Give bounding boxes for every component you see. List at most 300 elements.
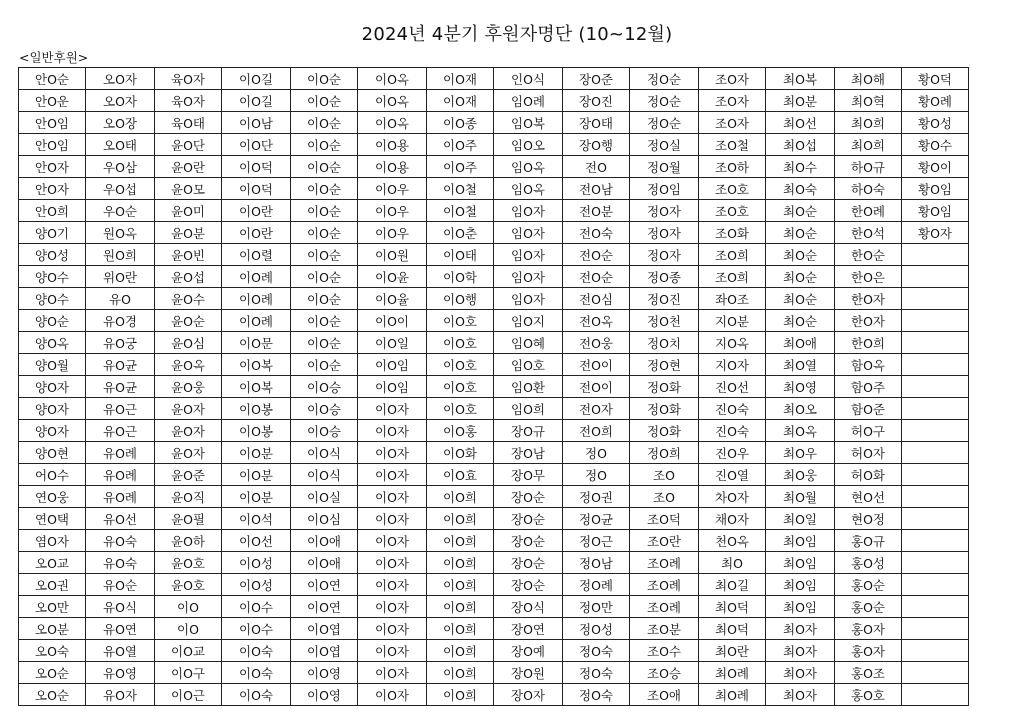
- donor-name-cell: 전O자: [563, 398, 630, 420]
- donor-name-cell: 양O수: [19, 266, 86, 288]
- donor-name-cell: 최O웅: [766, 464, 835, 486]
- donor-name-cell: 이O봉: [222, 398, 291, 420]
- donor-name-cell: 장O순: [494, 486, 563, 508]
- donor-name-cell: 최O덕: [699, 618, 766, 640]
- donor-name-cell: 양O현: [19, 442, 86, 464]
- donor-name-cell: 이O옥: [358, 112, 427, 134]
- donor-name-cell: 이O영: [291, 684, 358, 706]
- donor-name-cell: 홍O순: [835, 574, 902, 596]
- donor-name-cell: [902, 530, 969, 552]
- donor-name-cell: 임O오: [494, 134, 563, 156]
- donor-name-cell: 최O순: [766, 266, 835, 288]
- donor-name-cell: 오O권: [19, 574, 86, 596]
- donor-name-cell: 이O희: [427, 552, 494, 574]
- donor-name-cell: 진O선: [699, 376, 766, 398]
- donor-name-cell: 차O자: [699, 486, 766, 508]
- donor-name-cell: 최O자: [766, 618, 835, 640]
- donor-name-cell: [902, 442, 969, 464]
- table-row: [19, 640, 969, 662]
- donor-name-cell: 이O재: [427, 68, 494, 90]
- donor-name-cell: 윤O수: [155, 288, 222, 310]
- donor-name-cell: 최O희: [835, 112, 902, 134]
- donor-name-cell: 양O순: [19, 310, 86, 332]
- donor-name-cell: 유O숙: [86, 530, 155, 552]
- donor-name-cell: 이O희: [427, 662, 494, 684]
- donor-name-cell: 안O임: [19, 134, 86, 156]
- donor-name-cell: 이O애: [291, 530, 358, 552]
- donor-name-cell: 진O열: [699, 464, 766, 486]
- donor-name-cell: 오O태: [86, 134, 155, 156]
- donor-name-cell: 최O우: [766, 442, 835, 464]
- donor-name-cell: 정O임: [630, 178, 699, 200]
- donor-name-cell: 이O자: [358, 420, 427, 442]
- donor-name-cell: 임O자: [494, 288, 563, 310]
- donor-name-cell: 장O행: [563, 134, 630, 156]
- donor-name-cell: 이O근: [155, 684, 222, 706]
- donor-name-cell: 이O순: [291, 68, 358, 90]
- donor-name-cell: 최O희: [835, 134, 902, 156]
- donor-name-cell: 장O식: [494, 596, 563, 618]
- donor-name-cell: 이O자: [358, 684, 427, 706]
- donor-name-cell: 조O승: [630, 662, 699, 684]
- table-row: [19, 596, 969, 618]
- donor-name-cell: 정O순: [630, 112, 699, 134]
- donor-name-cell: 최O일: [766, 508, 835, 530]
- donor-name-cell: 이O연: [291, 574, 358, 596]
- donor-name-cell: 전O심: [563, 288, 630, 310]
- donor-name-cell: 윤O필: [155, 508, 222, 530]
- donor-name-cell: [902, 310, 969, 332]
- donor-name-cell: 조O: [630, 464, 699, 486]
- donor-name-cell: 조O화: [699, 222, 766, 244]
- donor-name-cell: 장O순: [494, 574, 563, 596]
- table-row: [19, 156, 969, 178]
- donor-name-cell: 임O혜: [494, 332, 563, 354]
- donor-name-cell: 장O순: [494, 552, 563, 574]
- donor-name-cell: 이O순: [291, 288, 358, 310]
- donor-name-cell: 최O순: [766, 200, 835, 222]
- donor-name-cell: 정O실: [630, 134, 699, 156]
- donor-name-cell: 조O수: [630, 640, 699, 662]
- donor-name-cell: 이O분: [222, 464, 291, 486]
- donor-name-cell: 정O: [563, 442, 630, 464]
- donor-name-cell: 이O: [155, 618, 222, 640]
- donor-name-cell: 이O숙: [222, 640, 291, 662]
- donor-name-cell: 장O예: [494, 640, 563, 662]
- donor-name-cell: 최O옥: [766, 420, 835, 442]
- donor-name-cell: 이O덕: [222, 156, 291, 178]
- donor-name-cell: 윤O웅: [155, 376, 222, 398]
- donor-name-cell: 조O애: [630, 684, 699, 706]
- donor-name-cell: 양O자: [19, 398, 86, 420]
- donor-name-cell: 오O교: [19, 552, 86, 574]
- donor-name-cell: 안O순: [19, 68, 86, 90]
- donor-name-cell: 우O섭: [86, 178, 155, 200]
- donor-name-cell: 이O수: [222, 618, 291, 640]
- donor-name-cell: 장O순: [494, 530, 563, 552]
- donor-name-cell: 황O이: [902, 156, 969, 178]
- donor-name-cell: 이O용: [358, 156, 427, 178]
- donor-name-cell: 이O율: [358, 288, 427, 310]
- donor-name-cell: 최O수: [766, 156, 835, 178]
- donor-name-cell: 한O자: [835, 310, 902, 332]
- donor-name-cell: 윤O준: [155, 464, 222, 486]
- donor-name-cell: 황O임: [902, 178, 969, 200]
- donor-name-cell: 전O희: [563, 420, 630, 442]
- donor-name-cell: 양O기: [19, 222, 86, 244]
- donor-name-cell: 이O자: [358, 398, 427, 420]
- donor-name-cell: 임O례: [494, 90, 563, 112]
- donor-name-cell: 이O식: [291, 442, 358, 464]
- donor-name-cell: [902, 464, 969, 486]
- donor-name-cell: 원O희: [86, 244, 155, 266]
- table-row: [19, 618, 969, 640]
- donor-name-cell: 정O순: [630, 68, 699, 90]
- table-row: [19, 574, 969, 596]
- donor-name-cell: 최O해: [835, 68, 902, 90]
- donor-name-cell: 유O식: [86, 596, 155, 618]
- donor-name-cell: 홍O자: [835, 640, 902, 662]
- donor-name-cell: 전O: [563, 156, 630, 178]
- donor-name-cell: 황O례: [902, 90, 969, 112]
- donor-name-cell: 한O은: [835, 266, 902, 288]
- donor-name-cell: 임O희: [494, 398, 563, 420]
- donor-name-cell: 정O숙: [563, 640, 630, 662]
- donor-name-cell: 함O준: [835, 398, 902, 420]
- table-row: [19, 442, 969, 464]
- donor-name-cell: 허O화: [835, 464, 902, 486]
- donor-name-cell: 이O순: [291, 112, 358, 134]
- donor-name-cell: 유O연: [86, 618, 155, 640]
- donor-name-cell: 천O옥: [699, 530, 766, 552]
- donor-name-cell: 이O수: [222, 596, 291, 618]
- donor-name-cell: 이O분: [222, 442, 291, 464]
- donor-name-cell: 이O례: [222, 266, 291, 288]
- donor-name-cell: 조O례: [630, 552, 699, 574]
- table-row: [19, 310, 969, 332]
- donor-name-cell: 유O례: [86, 464, 155, 486]
- donor-name-cell: 유O경: [86, 310, 155, 332]
- donor-name-cell: 이O희: [427, 684, 494, 706]
- donor-name-cell: 정O화: [630, 398, 699, 420]
- donor-name-cell: 홍O조: [835, 662, 902, 684]
- donor-name-cell: 정O례: [563, 574, 630, 596]
- table-row: [19, 530, 969, 552]
- donor-name-cell: 진O숙: [699, 398, 766, 420]
- donor-name-cell: 이O희: [427, 508, 494, 530]
- donor-name-cell: 허O구: [835, 420, 902, 442]
- table-row: [19, 222, 969, 244]
- donor-name-cell: 이O영: [291, 662, 358, 684]
- donor-name-cell: 조O란: [630, 530, 699, 552]
- donor-name-cell: 이O순: [291, 178, 358, 200]
- table-row: [19, 552, 969, 574]
- donor-name-cell: 양O자: [19, 376, 86, 398]
- donor-name-cell: 이O숙: [222, 684, 291, 706]
- donor-name-cell: 안O임: [19, 112, 86, 134]
- donor-name-cell: [902, 376, 969, 398]
- donor-name-cell: 홍O순: [835, 596, 902, 618]
- donor-name-cell: [902, 420, 969, 442]
- donor-name-cell: 임O옥: [494, 178, 563, 200]
- donor-name-cell: 이O윤: [358, 266, 427, 288]
- page-title: 2024년 4분기 후원자명단 (10~12월): [361, 24, 673, 45]
- donor-name-cell: [902, 288, 969, 310]
- donor-name-cell: 이O행: [427, 288, 494, 310]
- donor-name-cell: [902, 266, 969, 288]
- donor-name-cell: 임O자: [494, 222, 563, 244]
- donor-name-cell: 정O화: [630, 420, 699, 442]
- donor-name-cell: 이O호: [427, 354, 494, 376]
- donor-name-cell: 윤O호: [155, 574, 222, 596]
- donor-name-cell: 이O재: [427, 90, 494, 112]
- donor-name-cell: 이O엽: [291, 640, 358, 662]
- donor-name-cell: 유O근: [86, 420, 155, 442]
- donor-name-cell: 이O순: [291, 90, 358, 112]
- donor-name-cell: 이O자: [358, 662, 427, 684]
- donor-name-cell: 이O순: [291, 332, 358, 354]
- donor-name-cell: 최O오: [766, 398, 835, 420]
- donor-name-cell: 전O숙: [563, 222, 630, 244]
- donor-name-cell: 이O분: [222, 486, 291, 508]
- donor-name-cell: 이O: [155, 596, 222, 618]
- donor-name-cell: 황O자: [902, 222, 969, 244]
- donor-name-cell: 이O복: [222, 354, 291, 376]
- donor-name-cell: 최O순: [766, 288, 835, 310]
- donor-name-cell: 임O복: [494, 112, 563, 134]
- donor-name-cell: 조O하: [699, 156, 766, 178]
- donor-name-cell: 이O란: [222, 222, 291, 244]
- donor-name-cell: 최O애: [766, 332, 835, 354]
- donor-name-cell: [902, 574, 969, 596]
- donor-name-cell: 이O주: [427, 134, 494, 156]
- donor-name-cell: 정O월: [630, 156, 699, 178]
- donor-name-cell: 이O학: [427, 266, 494, 288]
- donor-name-cell: 이O호: [427, 376, 494, 398]
- donor-name-cell: [902, 618, 969, 640]
- donor-name-cell: 어O수: [19, 464, 86, 486]
- donor-name-cell: 이O일: [358, 332, 427, 354]
- donor-name-cell: 장O원: [494, 662, 563, 684]
- donor-name-cell: 조O희: [699, 244, 766, 266]
- table-row: [19, 420, 969, 442]
- donor-name-cell: 조O자: [699, 90, 766, 112]
- donor-name-cell: 조O례: [630, 596, 699, 618]
- donor-name-cell: [902, 552, 969, 574]
- donor-name-cell: 이O희: [427, 574, 494, 596]
- donor-name-cell: 진O우: [699, 442, 766, 464]
- donor-name-cell: 최O: [699, 552, 766, 574]
- donor-name-cell: 이O길: [222, 68, 291, 90]
- donor-name-cell: 이O복: [222, 376, 291, 398]
- donor-name-cell: 육O태: [155, 112, 222, 134]
- donor-name-cell: 이O자: [358, 486, 427, 508]
- donor-name-cell: 이O옥: [358, 90, 427, 112]
- donor-name-cell: 전O분: [563, 200, 630, 222]
- donor-name-cell: 정O숙: [563, 662, 630, 684]
- table-row: [19, 134, 969, 156]
- donor-name-cell: 윤O자: [155, 442, 222, 464]
- donor-name-cell: 이O순: [291, 222, 358, 244]
- donor-name-cell: 이O태: [427, 244, 494, 266]
- donor-name-cell: 안O운: [19, 90, 86, 112]
- donor-name-cell: 임O자: [494, 200, 563, 222]
- donor-name-cell: 이O석: [222, 508, 291, 530]
- donor-name-cell: 유O선: [86, 508, 155, 530]
- donor-name-cell: 육O자: [155, 90, 222, 112]
- donor-name-cell: 양O월: [19, 354, 86, 376]
- donor-name-cell: 이O주: [427, 156, 494, 178]
- donor-name-cell: 이O승: [291, 398, 358, 420]
- donor-name-cell: 이O우: [358, 222, 427, 244]
- donor-name-cell: 최O임: [766, 596, 835, 618]
- donor-name-cell: 임O옥: [494, 156, 563, 178]
- donor-name-cell: 정O자: [630, 222, 699, 244]
- donor-name-cell: [902, 354, 969, 376]
- table-row: [19, 288, 969, 310]
- donor-name-cell: 최O자: [766, 684, 835, 706]
- donor-name-cell: 이O례: [222, 310, 291, 332]
- donor-name-cell: 유O궁: [86, 332, 155, 354]
- donor-name-cell: 지O자: [699, 354, 766, 376]
- donor-name-cell: 이O길: [222, 90, 291, 112]
- donor-name-cell: 오O자: [86, 68, 155, 90]
- donor-name-cell: 이O자: [358, 530, 427, 552]
- donor-name-cell: 조O분: [630, 618, 699, 640]
- donor-name-cell: 최O란: [699, 640, 766, 662]
- donor-name-cell: 이O종: [427, 112, 494, 134]
- donor-name-cell: 이O홍: [427, 420, 494, 442]
- donor-name-cell: 최O월: [766, 486, 835, 508]
- donor-name-cell: 안O자: [19, 178, 86, 200]
- donor-name-cell: 한O례: [835, 200, 902, 222]
- table-row: [19, 244, 969, 266]
- donor-name-cell: 장O진: [563, 90, 630, 112]
- donor-name-cell: 하O숙: [835, 178, 902, 200]
- donor-name-cell: 양O수: [19, 288, 86, 310]
- donor-name-cell: 이O철: [427, 200, 494, 222]
- donor-name-cell: 정O숙: [563, 684, 630, 706]
- donor-name-cell: 윤O순: [155, 310, 222, 332]
- donor-name-cell: 위O란: [86, 266, 155, 288]
- donor-name-cell: [902, 640, 969, 662]
- donor-name-cell: 조O자: [699, 112, 766, 134]
- donor-name-cell: 양O성: [19, 244, 86, 266]
- donor-name-cell: 최O례: [699, 662, 766, 684]
- donor-name-cell: 유O: [86, 288, 155, 310]
- donor-name-cell: 이O자: [358, 596, 427, 618]
- donor-name-cell: 이O례: [222, 288, 291, 310]
- donor-name-cell: 현O선: [835, 486, 902, 508]
- donor-name-cell: 인O식: [494, 68, 563, 90]
- donor-name-cell: 원O옥: [86, 222, 155, 244]
- donor-name-cell: 우O삼: [86, 156, 155, 178]
- donor-name-cell: 채O자: [699, 508, 766, 530]
- table-row: [19, 376, 969, 398]
- table-row: [19, 68, 969, 90]
- donor-name-cell: 지O옥: [699, 332, 766, 354]
- donor-name-cell: [902, 684, 969, 706]
- donor-name-cell: 오O숙: [19, 640, 86, 662]
- donor-name-cell: 연O웅: [19, 486, 86, 508]
- donor-name-cell: 윤O단: [155, 134, 222, 156]
- donor-name-cell: 조O자: [699, 68, 766, 90]
- donor-name-cell: 이O순: [291, 310, 358, 332]
- donor-name-cell: 조O덕: [630, 508, 699, 530]
- donor-name-cell: 양O자: [19, 420, 86, 442]
- donor-name-cell: 이O호: [427, 332, 494, 354]
- donor-name-cell: [902, 398, 969, 420]
- donor-name-cell: 이O자: [358, 442, 427, 464]
- donor-name-cell: 이O임: [358, 354, 427, 376]
- donor-name-cell: 임O자: [494, 244, 563, 266]
- donor-name-cell: 조O희: [699, 266, 766, 288]
- table-row: [19, 486, 969, 508]
- donor-name-cell: [902, 244, 969, 266]
- table-row: [19, 200, 969, 222]
- donor-name-cell: 이O남: [222, 112, 291, 134]
- donor-name-cell: 윤O호: [155, 552, 222, 574]
- donor-name-cell: [902, 332, 969, 354]
- donor-name-cell: 정O화: [630, 376, 699, 398]
- donor-name-cell: 오O만: [19, 596, 86, 618]
- donor-name-cell: 최O순: [766, 310, 835, 332]
- donor-name-cell: 오O분: [19, 618, 86, 640]
- donor-name-cell: 정O현: [630, 354, 699, 376]
- donor-name-cell: 유O균: [86, 376, 155, 398]
- donor-name-cell: 조O례: [630, 574, 699, 596]
- donor-name-cell: 정O천: [630, 310, 699, 332]
- donor-name-cell: 좌O조: [699, 288, 766, 310]
- donor-name-cell: 유O례: [86, 486, 155, 508]
- donor-name-cell: 전O이: [563, 354, 630, 376]
- donor-name-cell: 윤O하: [155, 530, 222, 552]
- donor-name-cell: 황O덕: [902, 68, 969, 90]
- donor-name-cell: 정O성: [563, 618, 630, 640]
- donor-name-cell: 한O석: [835, 222, 902, 244]
- donor-name-cell: 홍O규: [835, 530, 902, 552]
- donor-name-cell: 양O옥: [19, 332, 86, 354]
- donor-name-cell: 정O만: [563, 596, 630, 618]
- table-row: [19, 354, 969, 376]
- donor-name-cell: 정O종: [630, 266, 699, 288]
- donor-name-cell: 이O호: [427, 398, 494, 420]
- table-row: [19, 178, 969, 200]
- donor-name-cell: 임O자: [494, 266, 563, 288]
- donor-name-cell: 전O웅: [563, 332, 630, 354]
- donor-name-cell: 임O환: [494, 376, 563, 398]
- donor-name-cell: 정O남: [563, 552, 630, 574]
- donor-name-cell: 최O숙: [766, 178, 835, 200]
- donor-name-cell: 염O자: [19, 530, 86, 552]
- donor-name-cell: 정O권: [563, 486, 630, 508]
- donor-name-cell: 윤O란: [155, 156, 222, 178]
- donor-name-cell: 조O호: [699, 178, 766, 200]
- donor-name-cell: 이O애: [291, 552, 358, 574]
- donor-name-cell: 이O단: [222, 134, 291, 156]
- table-row: [19, 266, 969, 288]
- donor-name-cell: 정O진: [630, 288, 699, 310]
- donor-name-cell: 정O균: [563, 508, 630, 530]
- donor-name-cell: 이O렬: [222, 244, 291, 266]
- donor-name-cell: 안O희: [19, 200, 86, 222]
- donor-name-cell: 오O자: [86, 90, 155, 112]
- donor-name-cell: 윤O자: [155, 420, 222, 442]
- donor-name-cell: 최O혁: [835, 90, 902, 112]
- donor-name-cell: 진O숙: [699, 420, 766, 442]
- donor-name-cell: 이O구: [155, 662, 222, 684]
- donor-name-cell: 이O이: [358, 310, 427, 332]
